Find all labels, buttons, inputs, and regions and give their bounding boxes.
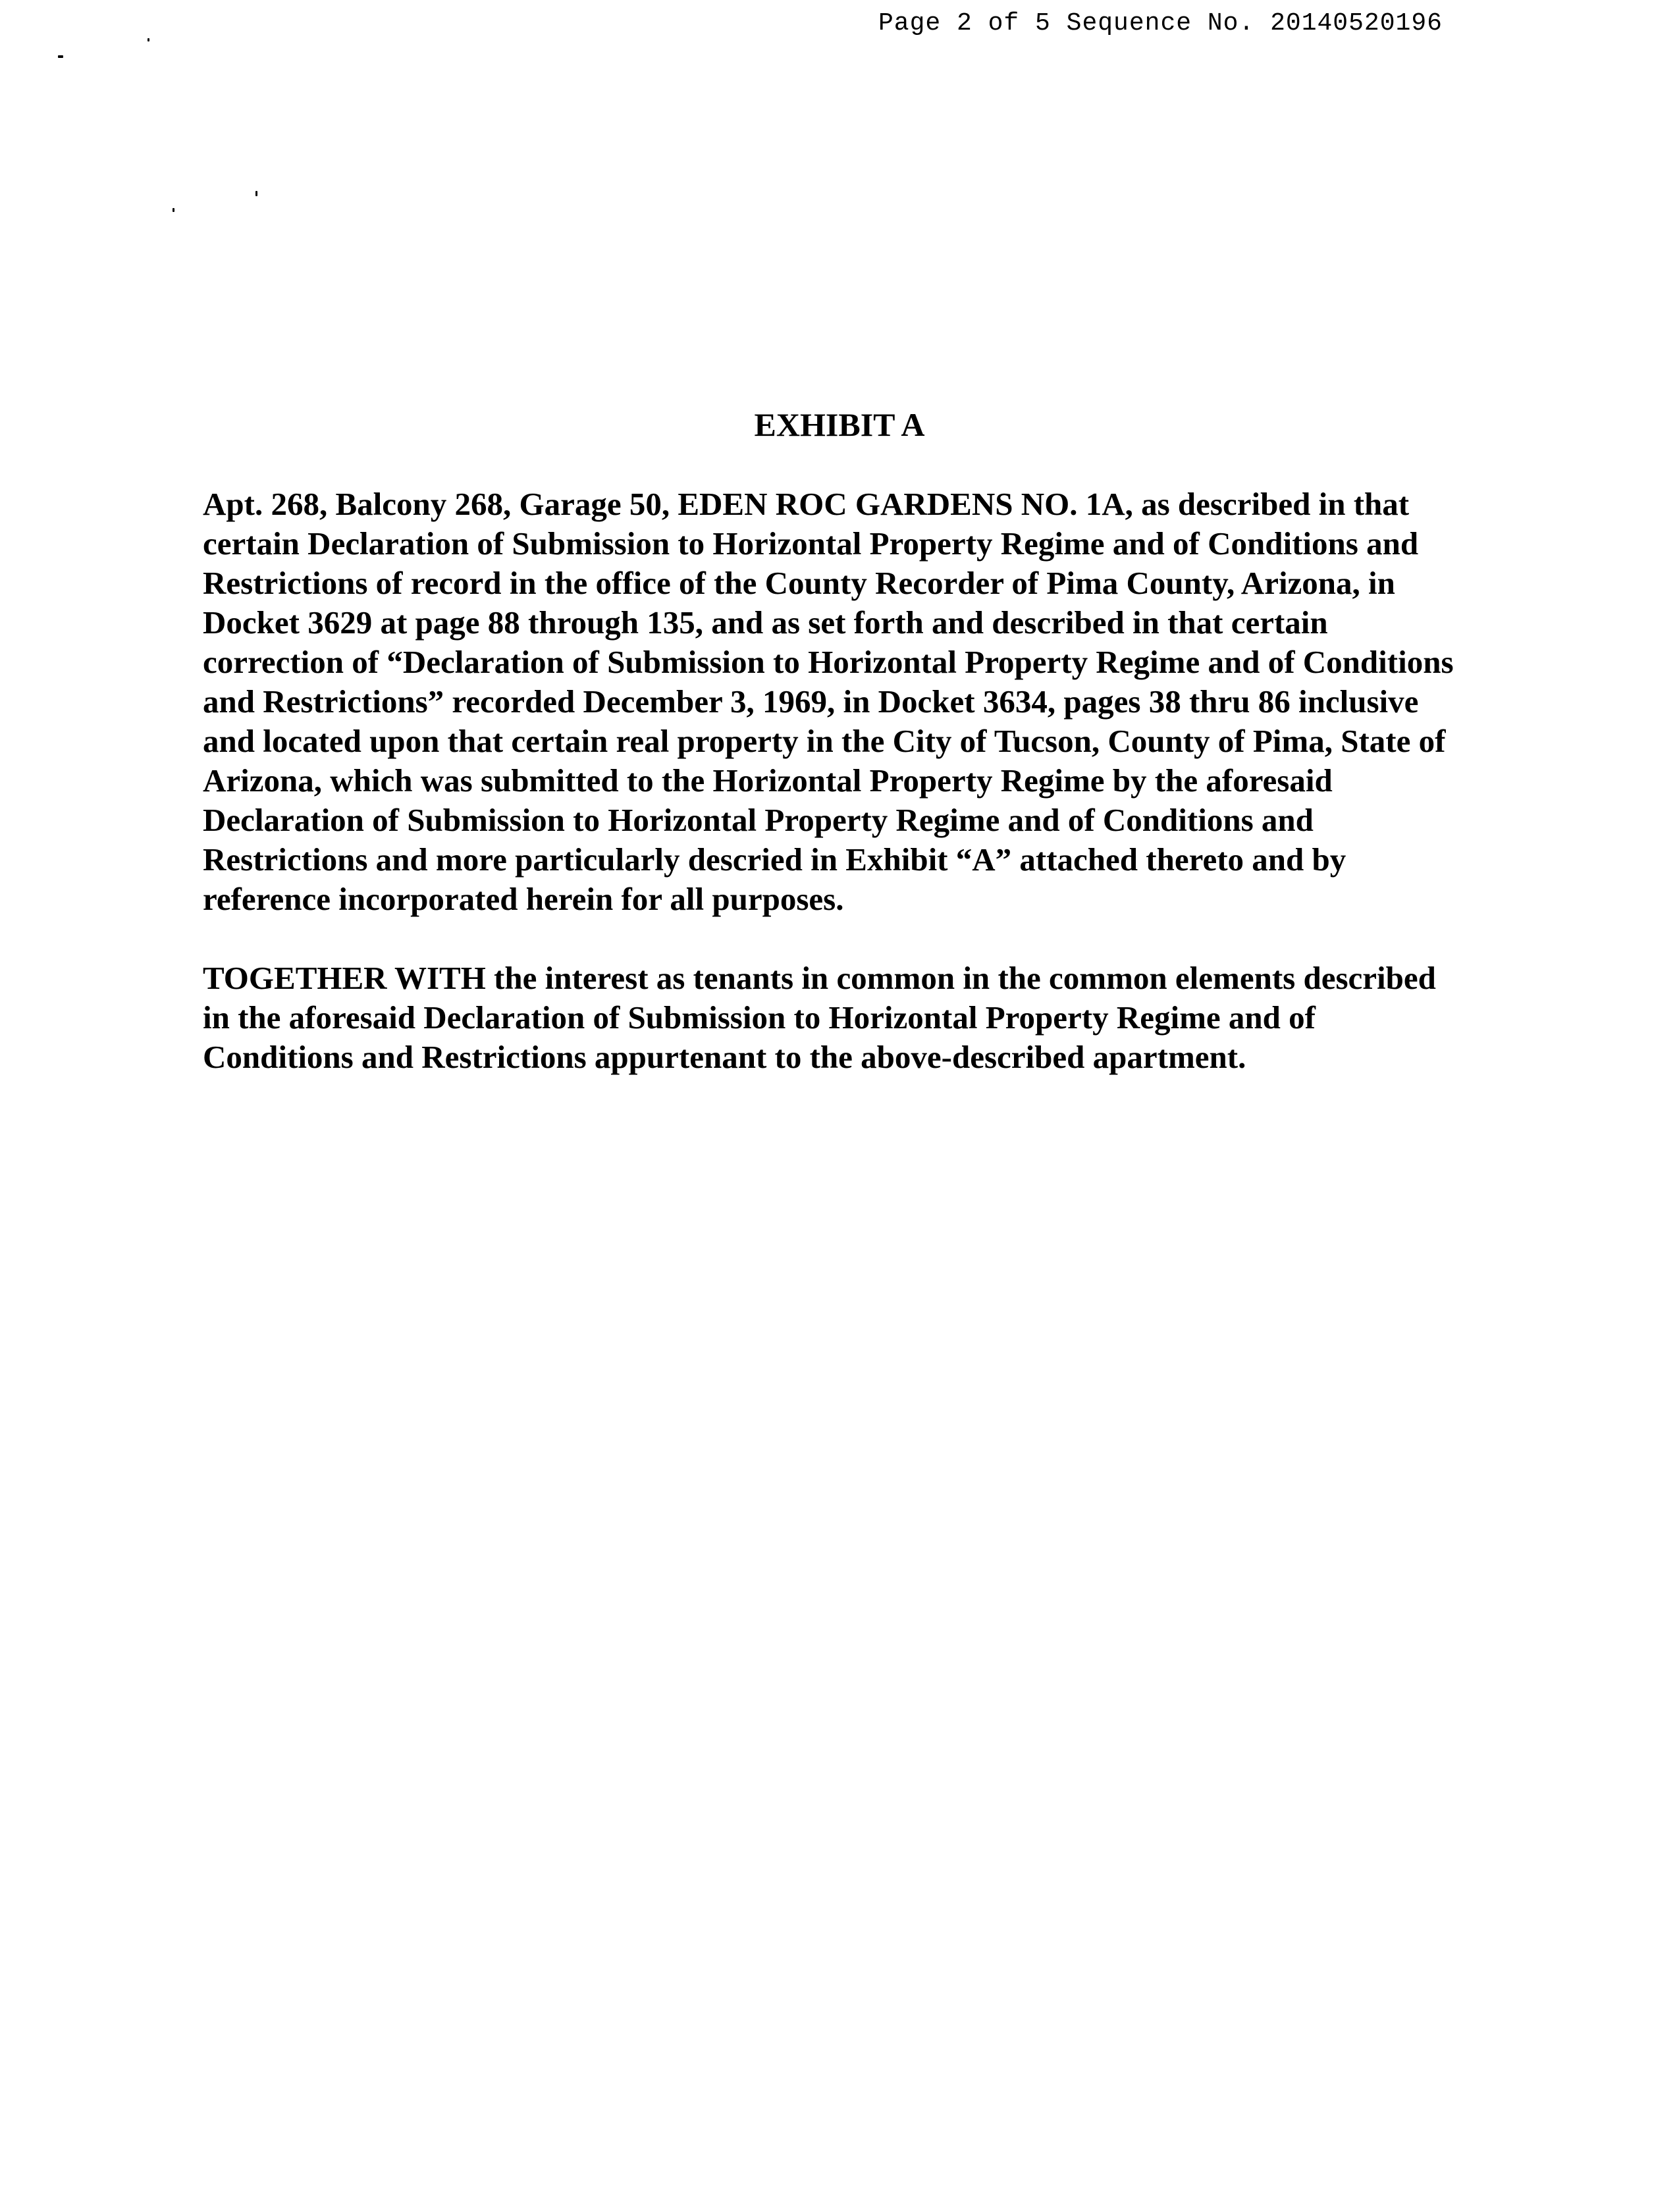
legal-description-paragraph [203, 485, 1520, 919]
paragraph-line: correction of “Declaration of Submission to Horizontal Property Regime and of Conditions [203, 644, 1454, 680]
paragraph-line: Arizona, which was submitted to the Horizontal Property Regime by the aforesaid [203, 762, 1333, 799]
paragraph-line: in the aforesaid Declaration of Submission to Horizontal Property Regime and of [203, 999, 1316, 1036]
paragraph-line: Docket 3629 at page 88 through 135, and as set forth and described in that certain [203, 604, 1328, 641]
paragraph-line: and located upon that certain real property in the City of Tucson, County of Pima, State of [203, 723, 1446, 759]
paragraph-line: Restrictions of record in the office of the County Recorder of Pima County, Arizona, in [203, 565, 1395, 601]
paragraph-line: TOGETHER WITH the interest as tenants in common in the common elements described [203, 960, 1436, 996]
paragraph-line: and Restrictions” recorded December 3, 1969, in Docket 3634, pages 38 thru 86 inclusive [203, 683, 1419, 720]
scan-speck [173, 208, 174, 212]
scan-speck [255, 191, 257, 196]
paragraph-spacer [203, 919, 1520, 959]
paragraph-line: reference incorporated herein for all purposes. [203, 881, 844, 917]
paragraph-line: Declaration of Submission to Horizontal Property Regime and of Conditions and [203, 802, 1314, 838]
scan-speck [147, 38, 149, 41]
together-with-paragraph [203, 959, 1520, 1077]
paragraph-line: Apt. 268, Balcony 268, Garage 50, EDEN ROC GARDENS NO. 1A, as described in that [203, 486, 1410, 522]
paragraph-line: Restrictions and more particularly descried in Exhibit “A” attached thereto and by [203, 841, 1346, 878]
scan-speck [58, 55, 63, 58]
exhibit-title: EXHIBIT A [754, 406, 925, 443]
paragraph-line: certain Declaration of Submission to Horizontal Property Regime and of Conditions and [203, 525, 1419, 562]
exhibit-body [203, 485, 1520, 1077]
page-sequence-header: Page 2 of 5 Sequence No. 20140520196 [878, 9, 1443, 38]
paragraph-line: Conditions and Restrictions appurtenant to the above-described apartment. [203, 1039, 1246, 1075]
